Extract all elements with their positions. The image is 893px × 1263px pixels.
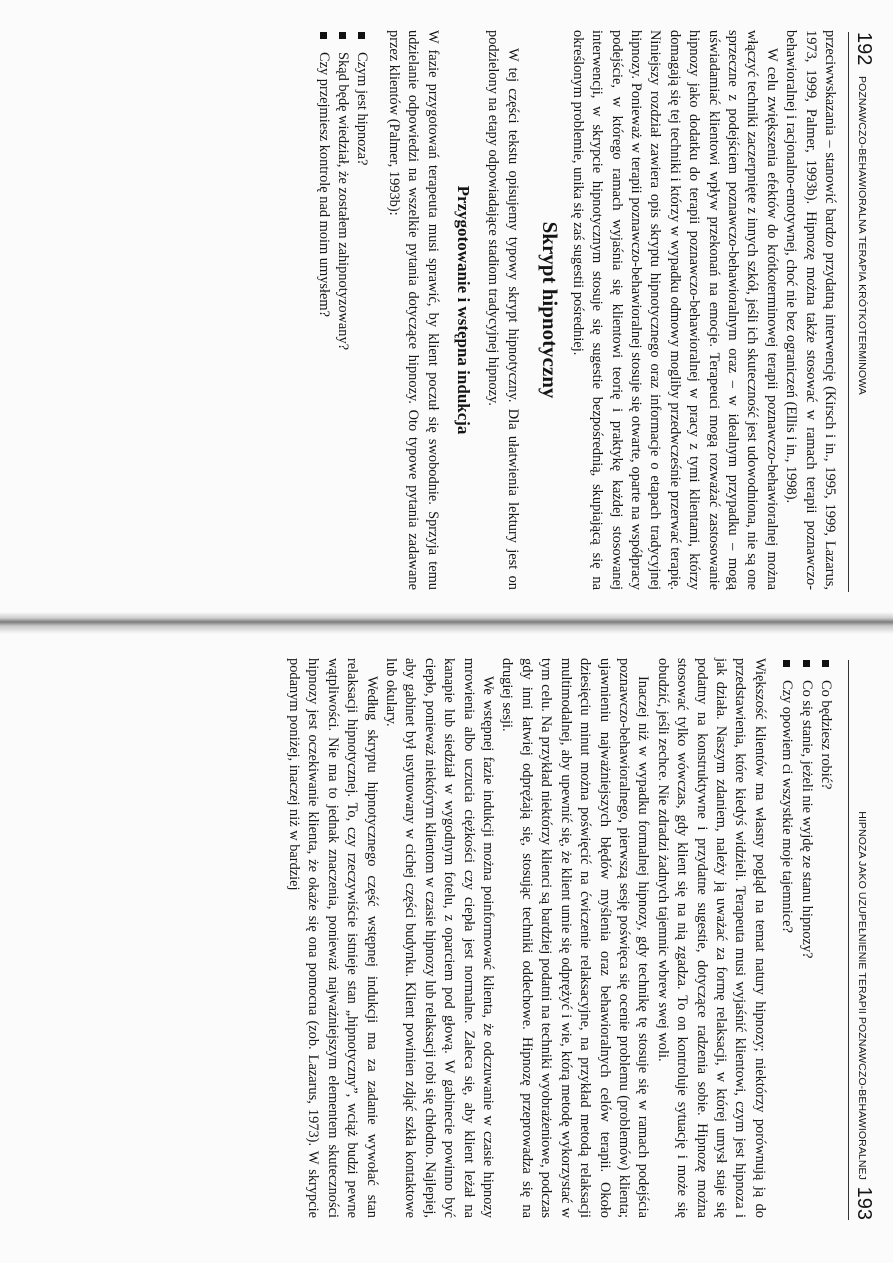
- square-bullet-icon: [803, 660, 810, 667]
- page-body: [284, 658, 839, 1218]
- list-item-text: Czym jest hipnoza?: [354, 52, 371, 166]
- page-192-rotated-content: [0, 0, 893, 620]
- list-item-text: Czy opowiem ci wszystkie moje tajemnice?: [779, 680, 796, 933]
- page-number: 193: [853, 1186, 875, 1220]
- list-item: [816, 658, 835, 1218]
- square-bullet-icon: [783, 660, 790, 667]
- paragraph: W fazie przygotowań terapeuta musi sprawić, by klient poczuł się swobodnie. Sprzyja temu udzielanie odpowiedzi na wszelkie pytania dotyczące hipnozy. Oto typowe pytania zadawane przez klientów (Palmer, 1993b):: [385, 30, 441, 590]
- page-header: [853, 660, 875, 1220]
- page-body: [305, 30, 839, 590]
- book-page-192: [0, 0, 893, 620]
- section-title: Przygotowanie i wstępna indukcja: [454, 185, 474, 435]
- list-item-text: Co się stanie, jeżeli nie wyjdę ze stanu hipnozy?: [798, 680, 815, 959]
- list-item: [777, 658, 796, 1218]
- chapter-title: Skrypt hipnotyczny: [538, 221, 563, 399]
- list-item-text: Skąd będę wiedział, że zostałem zahipnotyzowany?: [335, 52, 352, 351]
- paragraph: W celu zwiększenia efektów do krótkoterminowej terapii poznawczo-behawioralnej można włączyć techniki zaczerpnięte z innych szkół, jeśli ich skuteczność jest udowodniona, nie są one sprzeczne z podejściem poznawczo-behawioralnym oraz – w idealnym przypadku – mogą uświadamiać klientowi wpływ przekonań na emocje. Terapeuci mogą rozważać zastosowanie hipnozy jako dodatku do terapii poznawczo-behawioralnej w pracy z tymi klientami, którzy domagają się tej techniki i którzy w wypadku odmowy mogliby przedwcześnie przerwać terapię. Niniejszy rozdział zawiera opis skryptu hipnotycznego oraz informacje o etapach tradycyjnej hipnozy. Ponieważ w terapii poznawczo-behawioralnej stosuje się otwarte, oparte na współpracy podejście, w którego ramach wyjaśnia się klientowi teorię i praktykę każdej stosowanej interwencji, w skrypcie hipnotycznym stosuje się sugestie bezpośrednią, skupiającą się na określonym problemie, unika się zaś sugestii pośredniej.: [569, 30, 780, 590]
- list-item-text: Co będziesz robić?: [818, 680, 834, 790]
- paragraph: Według skryptu hipnotycznego część wstępnej indukcji ma za zadanie wywołać stan relaksacji hipnotycznej. To, czy rzeczywiście istnieje stan „hipnotyczny”, wciąż budzi pewne wątpliwości. Nie ma to jednak znaczenia, ponieważ najważniejszym elementem skuteczności hipnozy jest oczekiwanie klienta, że okaże się ona pomocna (zob. Lazarus, 1973). W skrypcie podanym poniżej, inaczej niż w bardziej: [286, 658, 380, 1218]
- page-193-rotated-content: [0, 628, 893, 1248]
- paragraph: W tej części tekstu opisujemy typowy skrypt hipnotyczny. Dla ułatwienia lektury jest on podzielony na etapy odpowiadające stadiom tradycyjnej hipnozy.: [485, 30, 521, 590]
- running-head: POZNAWCZO-BEHAWIORALNA TERAPIA KRÓTKOTERMINOWA: [856, 76, 868, 395]
- square-bullet-icon: [822, 660, 829, 667]
- paragraph: Inaczej niż w wypadku formalnej hipnozy, gdy technikę tę stosuje się w ramach podejścia poznawczo-behawioralnego, pierwszą sesję poświęca się ocenie problemu (problemów) klienta; ujawnieniu najważniejszych błędów myślenia oraz behawioralnych celów terapii. Około dziesięciu minut można poświęcić na ćwiczenie relaksacyjne, na przykład metodą relaksacji multimodalnej, aby upewnić się, że klient umie się odprężyć i wie, którą metodę wykorzystać w tym celu. Na przykład niektórzy klienci są bardziej podatni na techniki wyobrażeniowe, podczas gdy inni łatwiej odprężają się, stosując techniki oddechowe. Hipnozę przeprowadza się na drugiej sesji.: [499, 658, 652, 1218]
- paragraph: We wstępnej fazie indukcji można poinformować klienta, że odczuwanie w czasie hipnozy mrowienia albo uczucia ciężkości czy ciepła jest normalne. Zaleca się, aby klient leżał na kanapie lub siedział w wygodnym fotelu, z oparciem pod głową. W gabinecie powinno być ciepło, ponieważ niektórym klientom w czasie hipnozy lub relaksacji robi się chłodno. Najlepiej, aby gabinet był usytuowany w cichej części budynku. Klient powinien zdjąć szkła kontaktowe lub okulary.: [383, 658, 497, 1218]
- list-item: [333, 30, 352, 590]
- square-bullet-icon: [339, 32, 346, 39]
- list-item: [313, 30, 332, 590]
- running-head: HIPNOZA JAKO UZUPEŁNIENIE TERAPII POZNAWCZO-BEHAWIORALNEJ: [856, 811, 868, 1180]
- list-item: [796, 658, 815, 1218]
- list-item: [352, 30, 371, 590]
- book-page-193: [0, 628, 893, 1248]
- square-bullet-icon: [320, 32, 327, 39]
- paragraph: przeciwwskazania – stanowić bardzo przydatną interwencję (Kirsch i in., 1995, 1999, Lazarus, 1973, 1999, Palmer, 1993b). Hipnozę można także stosować w ramach terapii poznawczo-behawioralnej i racjonalno-emotywnej, choć nie bez ograniczeń (Ellis i in., 1998).: [783, 30, 838, 590]
- square-bullet-icon: [358, 32, 365, 39]
- header-rule: [848, 32, 849, 592]
- paragraph: Większość klientów ma własny pogląd na temat natury hipnozy; niektórzy porównują ją do przedstawienia, które kiedyś widzieli. Terapeuta musi wyjaśnić klientowi, czym jest hipnoza i jak działa. Naszym zdaniem, należy ją uważać za formę relaksacji, w której umysł staje się podatny na konstruktywne i przydatne sugestie, dotyczące radzenia sobie. Hipnozę można stosować tylko wówczas, gdy klient się na nią zgadza. To on kontroluje sytuację i może się obudzić, jeśli zechce. Nie zdradzi żadnych tajemnic wbrew swej woli.: [654, 658, 768, 1218]
- question-list: [777, 658, 835, 1218]
- header-rule: [848, 660, 849, 1220]
- page-header: [853, 32, 875, 592]
- list-item-text: Czy przejmiesz kontrolę nad moim umysłem?: [315, 52, 332, 317]
- question-list: [313, 30, 371, 590]
- page-number: 192: [853, 32, 875, 66]
